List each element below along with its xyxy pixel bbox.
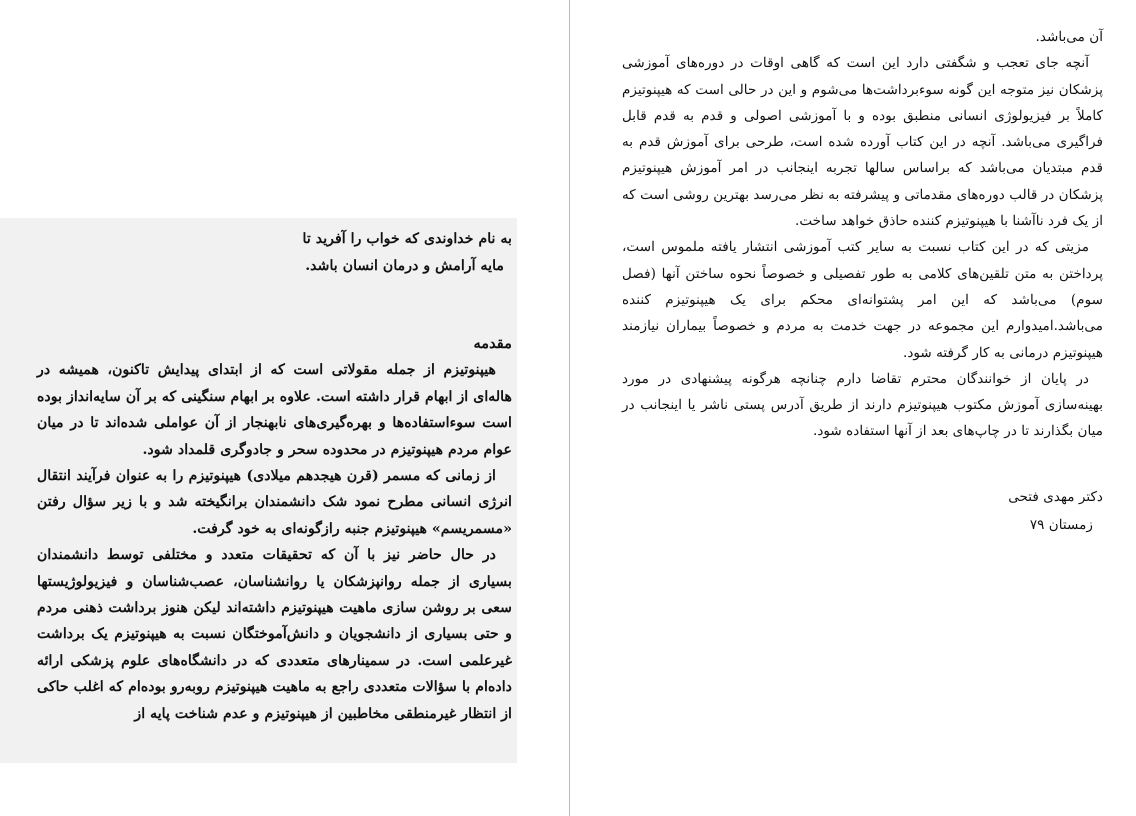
right-paragraph-4: در پایان از خوانندگان محترم تقاضا دارم چنانچه هرگونه پیشنهادی در مورد بهینه‌سازی آموزش مکتوب هیپنوتیزم دارند از طریق آدرس پستی ناشر یا اینجانب در میان بگذارند تا در چاپ‌های بعد از آنها استفاده شود. — [622, 370, 1103, 440]
right-paragraph-2: آنچه جای تعجب و شگفتی دارد این است که گاهی اوقات در دوره‌های آموزشی پزشکان نیز متوجه این گونه سوءبرداشت‌ها می‌شوم و این در حالی است که هیپنوتیزم کاملاً بر فیزیولوژی انسانی منطبق بوده و با آموزشی اصولی و قدم به قدم قابل فراگیری می‌باشد. آنچه در این کتاب آورده شده است، طرحی برای آموزش قدم به قدم مبتدیان می‌باشد که براساس سالها تجربه اینجانب در امر آموزش هیپنوتیزم پزشکان در قالب دوره‌های مقدماتی و پیشرفته به نظر می‌رسد بهترین روشی است که از یک فرد ناآشنا با هیپنوتیزم کننده حاذق خواهد ساخت. — [622, 55, 1103, 230]
signature-date: زمستان ۷۹ — [1029, 516, 1093, 533]
signature-block — [622, 483, 1103, 539]
right-page — [622, 24, 1103, 539]
right-paragraph-1: آن می‌باشد. — [1035, 29, 1103, 45]
dedication-line-2: مایه آرامش و درمان انسان باشد. — [305, 258, 504, 274]
page-gutter-divider — [569, 0, 570, 816]
dedication-line-1: به نام خداوندی که خواب را آفرید تا — [302, 231, 512, 247]
left-paragraph-3: در حال حاضر نیز با آن که تحقیقات متعدد و مختلفی توسط دانشمندان بسیاری از جمله روانپزشکان یا روانشناسان، عصب‌شناسان و فیزیولوژیستها سعی بر روشن سازی ماهیت هیپنوتیزم داشته‌اند لیکن هنوز برداشت ذهنی مردم و حتی بسیاری از دانشجویان و دانش‌آموختگان نسبت به هیپنوتیزم یک برداشت غیرعلمی است. در سمینارهای متعددی که در دانشگاه‌های علوم پزشکی ارائه داده‌ام با سؤالات متعددی راجع به ماهیت هیپنوتیزم روبه‌رو بوده‌ام که اغلب حاکی از انتظار غیرمنطقی مخاطبین از هیپنوتیزم و عدم شناخت پایه از — [37, 547, 512, 722]
left-page-body — [37, 226, 512, 727]
author-name: دکتر مهدی فتحی — [1008, 488, 1103, 505]
right-paragraph-3: مزیتی که در این کتاب نسبت به سایر کتب آموزشی انتشار یافته ملموس است، پرداختن به متن تلقین‌های کلامی به طور تفصیلی و خصوصاً نحوه ساختن آنها (فصل سوم) می‌باشد که این امر پشتوانه‌ای محکم برای یک هیپنوتیزم کننده می‌باشد.امیدوارم این مجموعه در جهت خدمت به مردم و خصوصاً بیماران نیازمند هیپنوتیزم درمانی به کار گرفته شود. — [622, 239, 1103, 361]
section-heading: مقدمه — [473, 335, 512, 352]
dedication — [117, 226, 512, 280]
left-paragraph-2: از زمانی که مسمر (قرن هیجدهم میلادی) هیپنوتیزم را به عنوان فرآیند انتقال انرژی انسانی مطرح نمود شک دانشمندان برانگیخته شد و با زیر سؤال رفتن «مسمریسم» هیپنوتیزم جنبه رازگونه‌ای به خود گرفت. — [37, 468, 512, 537]
left-paragraph-1: هیپنوتیزم از جمله مقولاتی است که از ابتدای پیدایش تاکنون، همیشه در هاله‌ای از ابهام قرار داشته است. علاوه بر ابهام سنگینی که بر آن سایه‌انداز بوده است سوءاستفاده‌ها و بهره‌گیری‌های نابهنجار از آن عواملی شده‌اند تا در میان عوام مردم هیپنوتیزم در محدوده سحر و جادوگری قلمداد شود. — [37, 362, 512, 458]
